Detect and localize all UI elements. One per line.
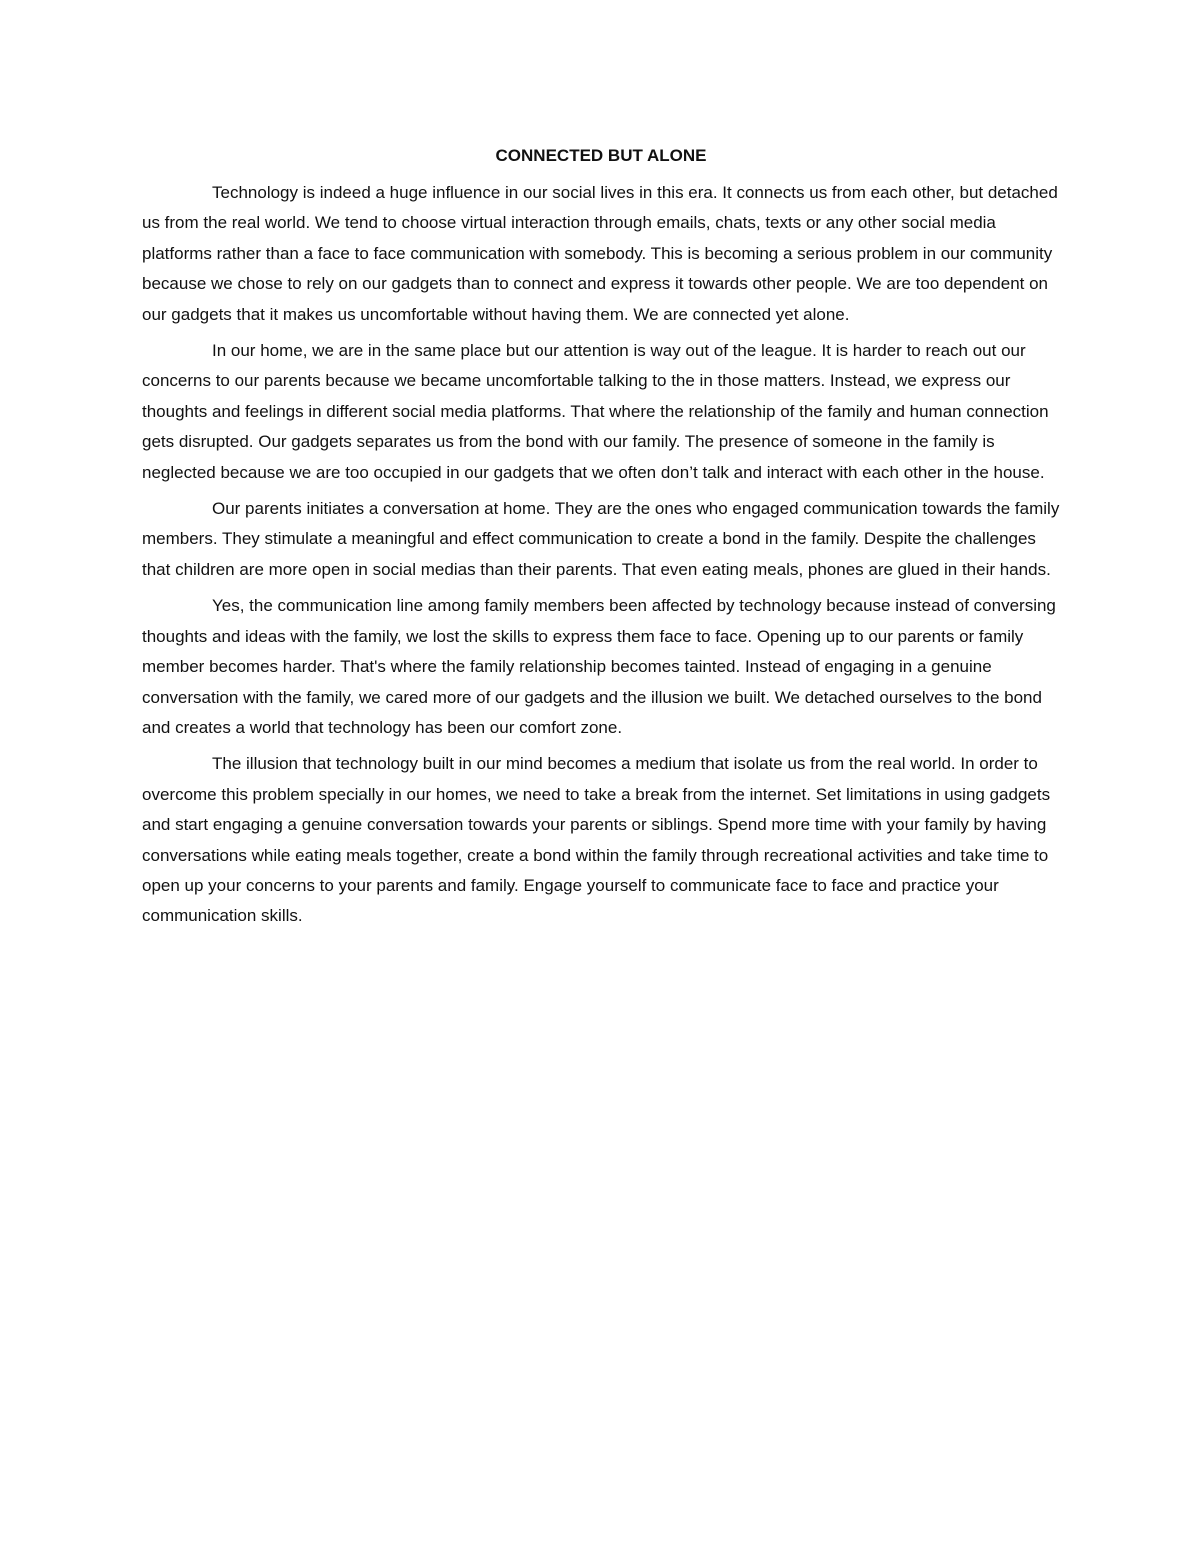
document-body <box>142 142 1060 938</box>
paragraph-3: Our parents initiates a conversation at home. They are the ones who engaged communication towards the family members. They stimulate a meaningful and effect communication to create a bond in the family. Despite the challenges that children are more open in social medias than their parents. That even eating meals, phones are glued in their hands. <box>142 499 1060 579</box>
paragraph-2: In our home, we are in the same place but our attention is way out of the league. It is harder to reach out our concerns to our parents because we became uncomfortable talking to the in those matters. Instead, we express our thoughts and feelings in different social media platforms. That where the relationship of the family and human connection gets disrupted. Our gadgets separates us from the bond with our family. The presence of someone in the family is neglected because we are too occupied in our gadgets that we often don’t talk and interact with each other in the house. <box>142 341 1049 482</box>
paragraph-5: The illusion that technology built in our mind becomes a medium that isolate us from the real world. In order to overcome this problem specially in our homes, we need to take a break from the internet. Set limitations in using gadgets and start engaging a genuine conversation towards your parents or siblings. Spend more time with your family by having conversations while eating meals together, create a bond within the family through recreational activities and take time to open up your concerns to your parents and family. Engage yourself to communicate face to face and practice your communication skills. <box>142 754 1051 926</box>
paragraph-4: Yes, the communication line among family members been affected by technology because instead of conversing thoughts and ideas with the family, we lost the skills to express them face to face. Opening up to our parents or family member becomes harder. That's where the family relationship becomes tainted. Instead of engaging in a genuine conversation with the family, we cared more of our gadgets and the illusion we built. We detached ourselves to the bond and creates a world that technology has been our comfort zone. <box>142 596 1056 737</box>
paragraph-1: Technology is indeed a huge influence in our social lives in this era. It connects us from each other, but detached us from the real world. We tend to choose virtual interaction through emails, chats, texts or any other social media platforms rather than a face to face communication with somebody. This is becoming a serious problem in our community because we chose to rely on our gadgets than to connect and express it towards other people. We are too dependent on our gadgets that it makes us uncomfortable without having them. We are connected yet alone. <box>142 183 1058 324</box>
document-title: CONNECTED BUT ALONE <box>495 146 707 165</box>
